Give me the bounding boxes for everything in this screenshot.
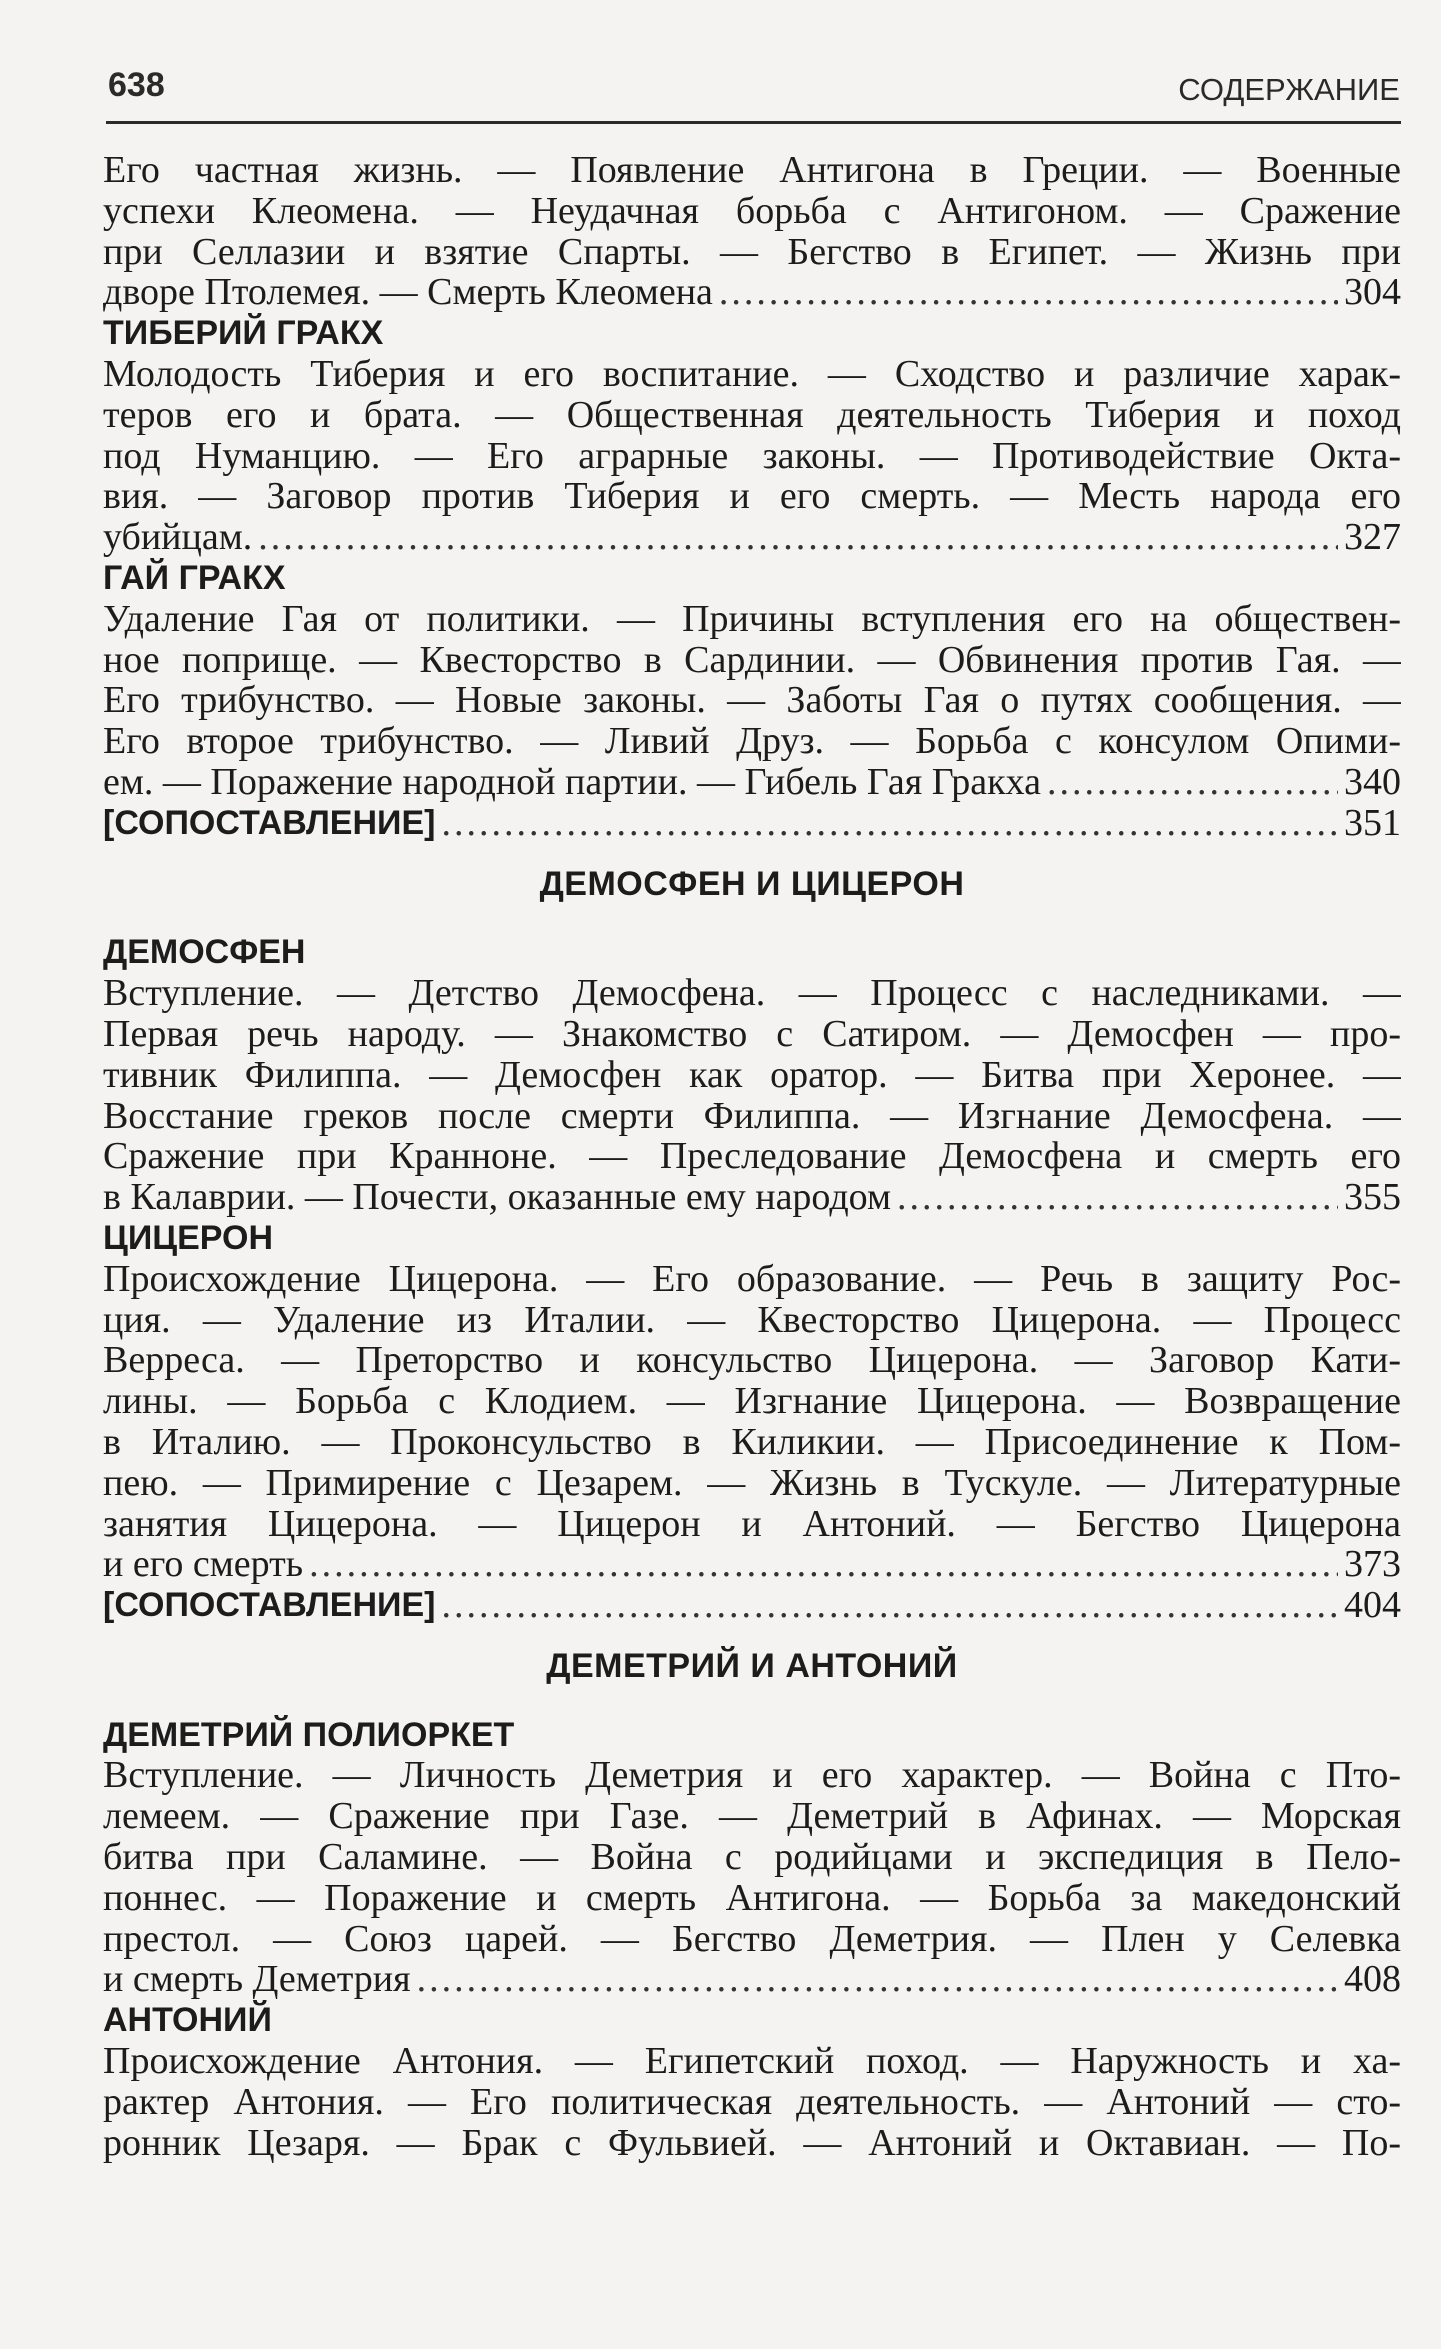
toc-line: Вступление. — Личность Деметрия и его характер. — Война с Пто- bbox=[103, 1755, 1401, 1797]
toc-line: престол. — Союз царей. — Бегство Деметрия. — Плен у Селевка bbox=[103, 1918, 1401, 1960]
toc-line-text: в Калаврии. — Почести, оказанные ему народом bbox=[103, 1177, 891, 1218]
toc-line: ция. — Удаление из Италии. — Квесторство Цицерона. — Процесс bbox=[103, 1299, 1401, 1341]
toc-line: под Нуманцию. — Его аграрные законы. — Противодействие Окта- bbox=[103, 435, 1401, 477]
toc-entry-antony bbox=[103, 2000, 1401, 2163]
toc-line: вия. — Заговор против Тиберия и его смерть. — Месть народа его bbox=[103, 476, 1401, 518]
toc-line: Происхождение Цицерона. — Его образование. — Речь в защиту Рос- bbox=[103, 1258, 1401, 1300]
dot-leader bbox=[441, 1585, 1338, 1626]
dot-leader bbox=[417, 1959, 1338, 2000]
toc-entry-tiberius bbox=[103, 313, 1401, 558]
toc-line: Сражение при Кранноне. — Преследование Демосфена и смерть его bbox=[103, 1136, 1401, 1178]
toc-page-ref: 404 bbox=[1344, 1584, 1401, 1627]
toc-entry-comparison bbox=[103, 803, 1401, 844]
toc-line: пею. — Примирение с Цезарем. — Жизнь в Тускуле. — Литературные bbox=[103, 1462, 1401, 1504]
toc-line: Его второе трибунство. — Ливий Друз. — Борьба с консулом Опими- bbox=[103, 721, 1401, 762]
toc-page-ref: 327 bbox=[1344, 517, 1401, 558]
toc-line: при Селлазии и взятие Спарты. — Бегство в Египет. — Жизнь при bbox=[103, 231, 1401, 273]
toc-line-text: убийцам. bbox=[103, 517, 253, 558]
section-heading: ЦИЦЕРОН bbox=[103, 1218, 274, 1257]
dot-leader bbox=[719, 272, 1338, 313]
toc-line: Происхождение Антония. — Египетский поход. — Наружность и ха- bbox=[103, 2041, 1401, 2082]
header-rule bbox=[106, 121, 1401, 124]
toc-content bbox=[103, 150, 1401, 2163]
toc-line-with-page bbox=[103, 272, 1401, 313]
section-heading: АНТОНИЙ bbox=[103, 2001, 272, 2040]
toc-line-text: и смерть Деметрия bbox=[103, 1959, 411, 2001]
dot-leader bbox=[1047, 762, 1338, 803]
section-heading: ГАЙ ГРАКХ bbox=[103, 558, 286, 597]
dot-leader bbox=[897, 1177, 1338, 1218]
toc-line: Вступление. — Детство Демосфена. — Процесс с наследниками. — bbox=[103, 973, 1401, 1014]
toc-line-with-page bbox=[103, 1177, 1401, 1218]
toc-page-ref: 408 bbox=[1344, 1959, 1401, 2001]
toc-line: лины. — Борьба с Клодием. — Изгнание Цицерона. — Возвращение bbox=[103, 1381, 1401, 1422]
toc-line-text: и его смерть bbox=[103, 1544, 304, 1586]
page-number: 638 bbox=[108, 66, 165, 104]
toc-entry-cleomenes-continued bbox=[103, 150, 1401, 313]
toc-line-text: дворе Птолемея. — Смерть Клеомена bbox=[103, 272, 713, 314]
toc-entry-comparison bbox=[103, 1585, 1401, 1626]
toc-entry-demetrius bbox=[103, 1715, 1401, 2001]
toc-line: Его трибунство. — Новые законы. — Заботы Гая о путях сообщения. — bbox=[103, 680, 1401, 722]
toc-line: Удаление Гая от политики. — Причины вступления его на обществен- bbox=[103, 598, 1401, 640]
toc-page-ref: 304 bbox=[1344, 272, 1401, 314]
toc-line: тивник Филиппа. — Демосфен как оратор. — Битва при Херонее. — bbox=[103, 1054, 1401, 1096]
section-heading: [СОПОСТАВЛЕНИЕ] bbox=[103, 803, 436, 842]
toc-line: рактер Антония. — Его политическая деятельность. — Антоний — сто- bbox=[103, 2081, 1401, 2123]
toc-line: успехи Клеомена. — Неудачная борьба с Антигоном. — Сражение bbox=[103, 190, 1401, 232]
toc-line: в Италию. — Проконсульство в Киликии. — Присоединение к Пом- bbox=[103, 1421, 1401, 1463]
chapter-heading: ДЕМЕТРИЙ И АНТОНИЙ bbox=[546, 1646, 958, 1685]
dot-leader bbox=[441, 803, 1338, 844]
toc-line: битва при Саламине. — Война с родийцами и экспедиция в Пело- bbox=[103, 1837, 1401, 1878]
toc-line: ное поприще. — Квесторство в Сардинии. — Обвинения против Гая. — bbox=[103, 639, 1401, 681]
toc-page-ref: 355 bbox=[1344, 1177, 1401, 1218]
dot-leader bbox=[309, 1544, 1338, 1585]
toc-entry-gaius bbox=[103, 558, 1401, 803]
toc-line: ронник Цезаря. — Брак с Фульвией. — Антоний и Октавиан. — По- bbox=[103, 2122, 1401, 2164]
toc-line-with-page bbox=[103, 1959, 1401, 2000]
section-heading: ТИБЕРИЙ ГРАКХ bbox=[103, 314, 384, 353]
toc-line: теров его и брата. — Общественная деятельность Тиберия и поход bbox=[103, 394, 1401, 436]
toc-line: Верреса. — Преторство и консульство Цицерона. — Заговор Кати- bbox=[103, 1340, 1401, 1382]
chapter-heading: ДЕМОСФЕН И ЦИЦЕРОН bbox=[539, 864, 965, 903]
toc-line: Восстание греков после смерти Филиппа. — Изгнание Демосфена. — bbox=[103, 1095, 1401, 1137]
section-heading: ДЕМОСФЕН bbox=[103, 933, 306, 972]
toc-line-with-page bbox=[103, 517, 1401, 558]
toc-page-ref: 351 bbox=[1344, 801, 1401, 844]
toc-page-ref: 340 bbox=[1344, 761, 1401, 803]
toc-line-with-page bbox=[103, 1544, 1401, 1585]
running-title: СОДЕРЖАНИЕ bbox=[1178, 72, 1400, 107]
toc-line: Первая речь народу. — Знакомство с Сатиром. — Демосфен — про- bbox=[103, 1013, 1401, 1055]
dot-leader bbox=[258, 517, 1338, 558]
toc-line: лемеем. — Сражение при Газе. — Деметрий в Афинах. — Морская bbox=[103, 1796, 1401, 1838]
toc-page-ref: 373 bbox=[1344, 1544, 1401, 1586]
toc-line: поннес. — Поражение и смерть Антигона. — Борьба за македонский bbox=[103, 1877, 1401, 1919]
section-heading: ДЕМЕТРИЙ ПОЛИОРКЕТ bbox=[103, 1715, 515, 1754]
toc-entry-demosthenes bbox=[103, 932, 1401, 1218]
toc-line-text: ем. — Поражение народной партии. — Гибель Гая Гракха bbox=[103, 761, 1041, 803]
toc-line: занятия Цицерона. — Цицерон и Антоний. — Бегство Цицерона bbox=[103, 1503, 1401, 1545]
toc-line: Его частная жизнь. — Появление Антигона в Греции. — Военные bbox=[103, 150, 1401, 191]
toc-line-with-page bbox=[103, 762, 1401, 803]
toc-line: Молодость Тиберия и его воспитание. — Сходство и различие харак- bbox=[103, 353, 1401, 395]
section-heading: [СОПОСТАВЛЕНИЕ] bbox=[103, 1586, 436, 1625]
toc-entry-cicero bbox=[103, 1218, 1401, 1585]
